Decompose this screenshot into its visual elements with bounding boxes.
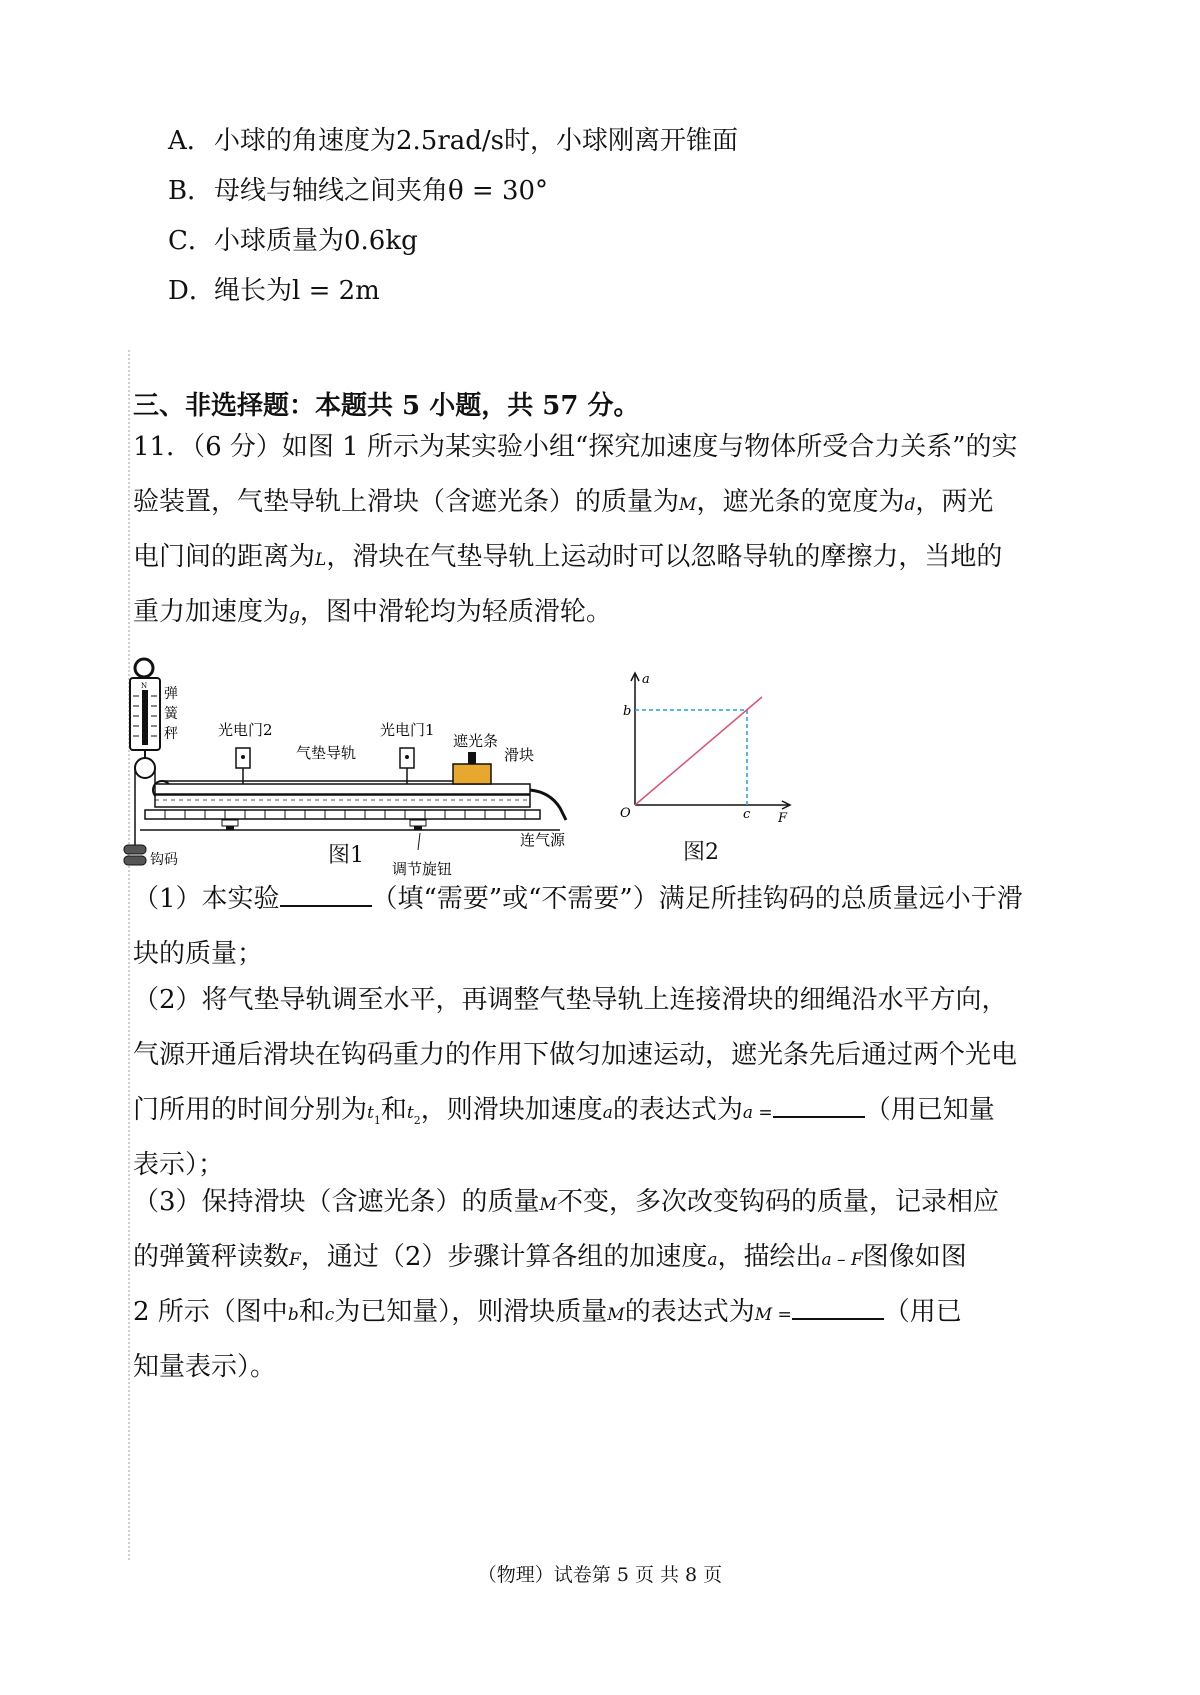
photogate-1-dot bbox=[405, 755, 409, 759]
sub-question-2 bbox=[133, 973, 1083, 1193]
option-c: C．小球质量为0.6kg bbox=[168, 226, 418, 256]
question-line-1: 11．（6 分）如图 1 所示为某实验小组“探究加速度与物体所受合力关系”的实 bbox=[133, 432, 1018, 462]
option-b: B．母线与轴线之间夹角θ = 30° bbox=[168, 176, 549, 206]
sub3-line-2: 的弹簧秤读数F，通过（2）步骤计算各组的加速度a，描绘出a – F图像如图 bbox=[133, 1242, 967, 1272]
label-spring-2: 簧 bbox=[164, 706, 178, 722]
label-slider: 滑块 bbox=[504, 746, 535, 764]
knob-right bbox=[410, 820, 426, 826]
photogate-2-dot bbox=[241, 755, 245, 759]
label-gate1: 光电门1 bbox=[380, 721, 435, 739]
figure2-caption: 图2 bbox=[683, 840, 719, 865]
answer-blank-3[interactable] bbox=[792, 1292, 884, 1320]
y-axis-label: a bbox=[642, 672, 650, 687]
label-weights: 钩码 bbox=[150, 852, 178, 868]
sub2-line-1: （2）将气垫导轨调至水平，再调整气垫导轨上连接滑块的细绳沿水平方向， bbox=[133, 985, 1008, 1015]
margin-dotted-line bbox=[128, 350, 130, 1560]
x-axis-label: F bbox=[778, 811, 788, 825]
sub3-line-4: 知量表示）。 bbox=[133, 1352, 277, 1382]
page-footer: （物理）试卷第 5 页 共 8 页 bbox=[477, 1564, 723, 1586]
air-track-bottom bbox=[155, 795, 530, 807]
scale-ring bbox=[135, 659, 153, 677]
figure1-apparatus bbox=[120, 650, 640, 880]
sub2-line-4: 表示）； bbox=[133, 1150, 225, 1180]
tick-label-c: c bbox=[743, 807, 751, 822]
question-11 bbox=[133, 420, 1083, 640]
rail-base bbox=[145, 810, 540, 819]
tick-label-b: b bbox=[623, 704, 632, 719]
section-title: 三、非选择题：本题共 5 小题，共 57 分。 bbox=[133, 391, 640, 421]
scale-spring bbox=[142, 690, 148, 745]
sub-question-3 bbox=[133, 1175, 1083, 1395]
shade-strip bbox=[468, 752, 476, 764]
question-line-4: 重力加速度为g，图中滑轮均为轻质滑轮。 bbox=[133, 597, 612, 627]
label-spring: 弹 bbox=[164, 686, 178, 702]
knob-left bbox=[222, 820, 238, 826]
label-knob: 调节旋钮 bbox=[392, 860, 453, 878]
option-d: D．绳长为l = 2m bbox=[168, 276, 380, 306]
figure2-chart bbox=[610, 665, 810, 825]
slider-block bbox=[453, 764, 491, 784]
sub2-line-2: 气源开通后滑块在钩码重力的作用下做匀加速运动，遮光条先后通过两个光电 bbox=[133, 1040, 1018, 1070]
sub1-line-2: 块的质量； bbox=[133, 939, 264, 969]
weight-2 bbox=[124, 856, 146, 865]
label-shade: 遮光条 bbox=[453, 732, 499, 750]
label-spring-3: 秤 bbox=[164, 726, 178, 742]
scale-unit-text: N bbox=[141, 682, 148, 690]
figure1-caption: 图1 bbox=[328, 843, 364, 868]
question-line-3: 电门间的距离为L，滑块在气垫导轨上运动时可以忽略导轨的摩擦力，当地的 bbox=[133, 542, 1003, 572]
knob-pointer bbox=[418, 833, 420, 850]
answer-blank-1[interactable] bbox=[280, 879, 372, 907]
sub2-line-3: 门所用的时间分别为$t_1$和$t_2$，则滑块加速度a的表达式为a = （用已知量 bbox=[133, 1083, 1083, 1138]
label-air: 连气源 bbox=[520, 831, 566, 849]
label-rail: 气垫导轨 bbox=[296, 744, 357, 762]
sub3-line-1: （3）保持滑块（含遮光条）的质量M不变，多次改变钩码的质量，记录相应 bbox=[133, 1187, 999, 1217]
series-line bbox=[635, 697, 762, 805]
label-gate2: 光电门2 bbox=[218, 721, 273, 739]
knob-left-foot bbox=[226, 826, 234, 830]
weight-1 bbox=[124, 845, 146, 854]
movable-pulley bbox=[135, 758, 155, 778]
air-track-top bbox=[155, 784, 530, 794]
origin-label: O bbox=[620, 806, 631, 821]
sub3-line-3: 2 所示（图中b和c为已知量），则滑块质量M的表达式为M = （用已 bbox=[133, 1285, 1083, 1340]
sub1-line-1: （1）本实验 （填“需要”或“不需要”）满足所挂钩码的总质量远小于滑 bbox=[133, 872, 1083, 927]
answer-blank-2[interactable] bbox=[773, 1090, 865, 1118]
question-line-2: 验装置，气垫导轨上滑块（含遮光条）的质量为M，遮光条的宽度为d，两光 bbox=[133, 487, 994, 517]
option-a: A．小球的角速度为2.5rad/s时，小球刚离开锥面 bbox=[168, 126, 739, 156]
knob-right-foot bbox=[414, 826, 422, 830]
sub-question-1 bbox=[133, 872, 1083, 982]
